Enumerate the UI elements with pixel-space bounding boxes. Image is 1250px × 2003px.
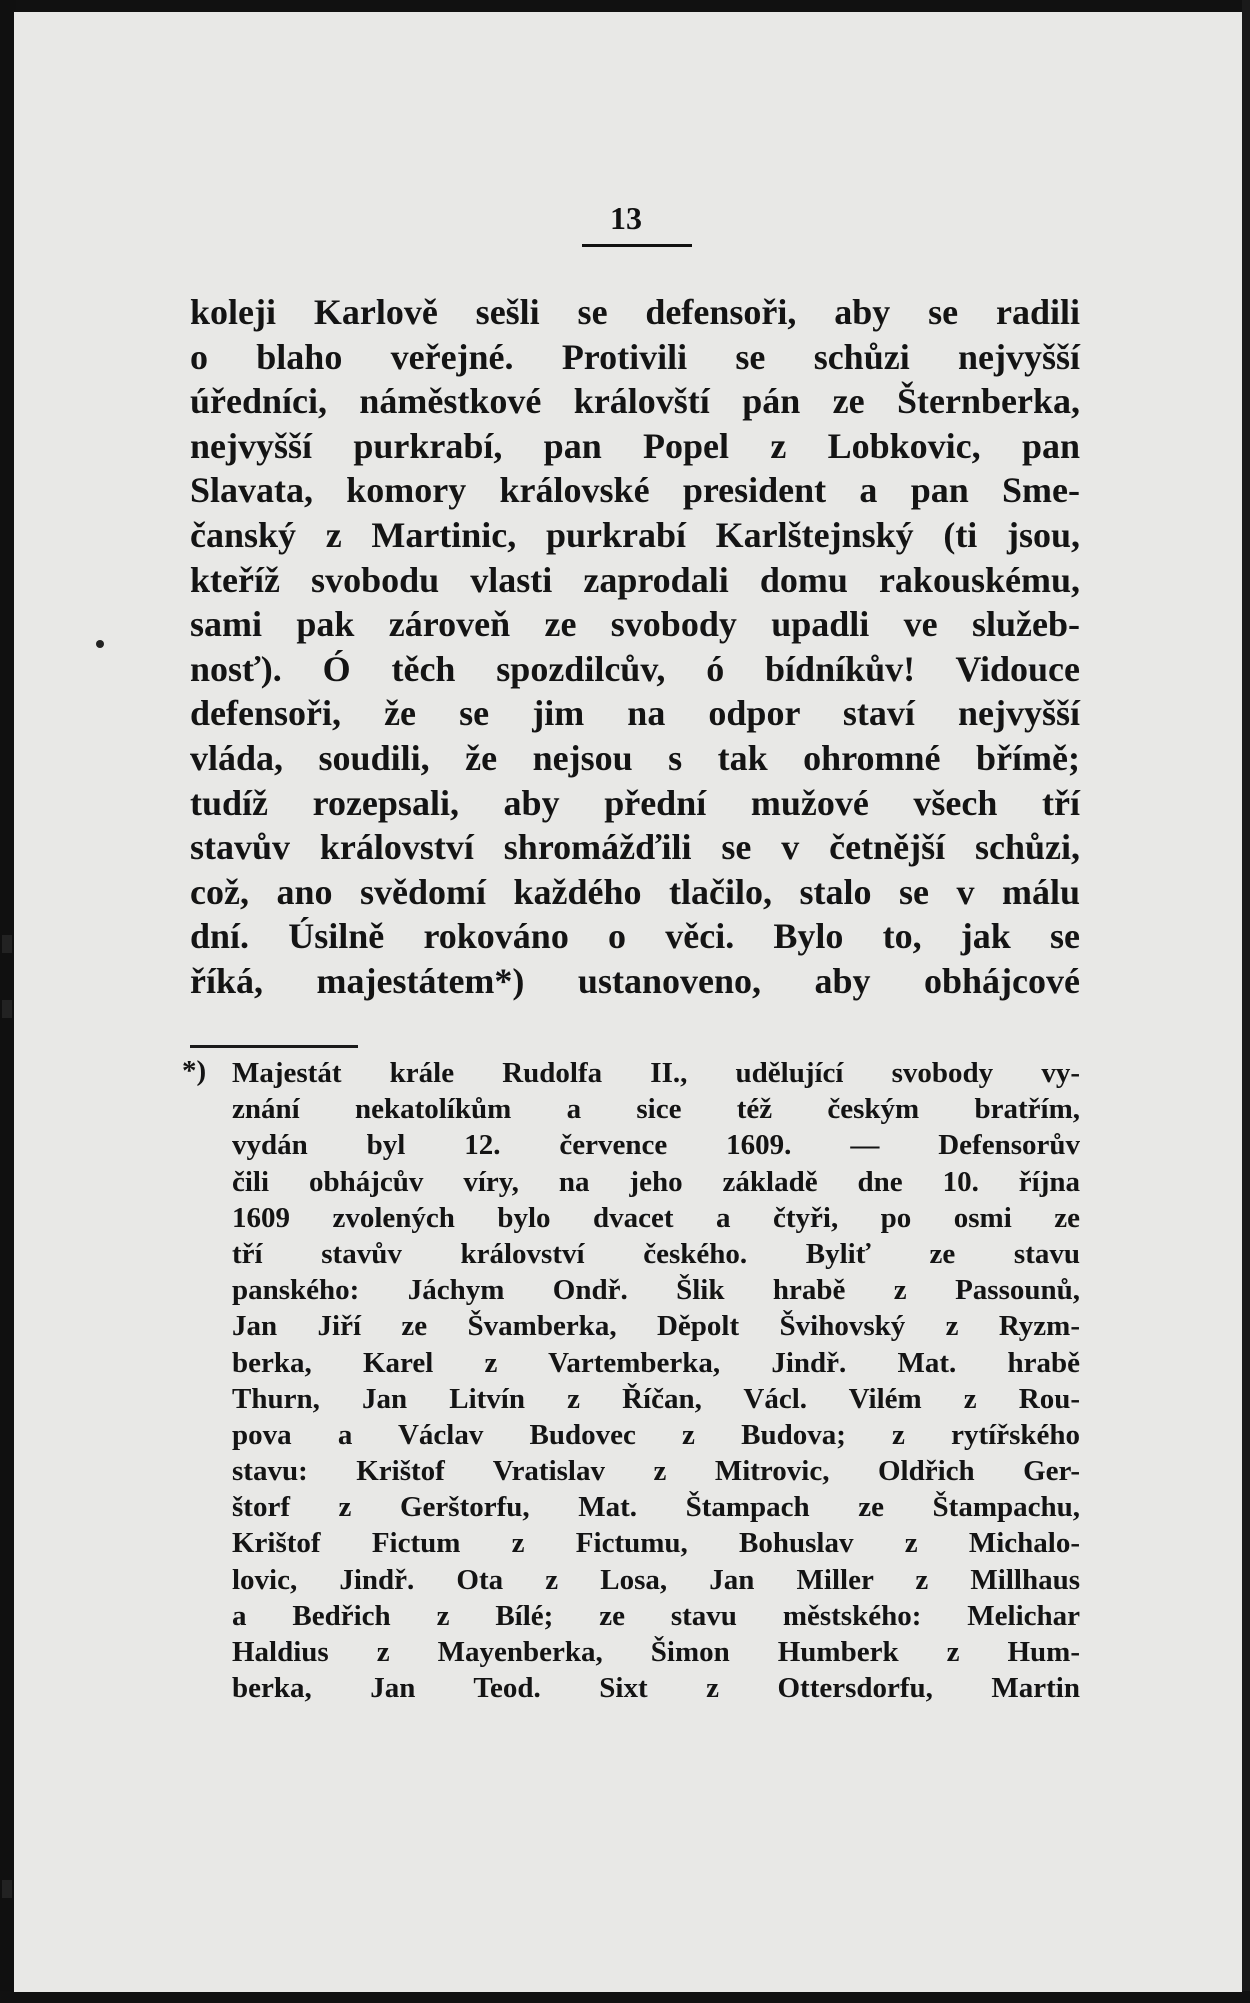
footnote-line: stavu: Krištof Vratislav z Mitrovic, Oldřich Ger- — [232, 1455, 1080, 1488]
margin-tick — [2, 935, 12, 953]
text-line: kteříž svobodu vlasti zaprodali domu rakouskému, — [190, 559, 1080, 600]
footnote-line: tří stavův království českého. Byliť ze stavu — [232, 1237, 1080, 1270]
footnote-line: 1609 zvolených bylo dvacet a čtyři, po osmi ze — [232, 1201, 1080, 1234]
footnote-separator — [190, 1045, 358, 1048]
footnote-line: znání nekatolíkům a sice též českým bratřím, — [232, 1093, 1080, 1126]
text-line: úředníci, náměstkové královští pán ze Šternberka, — [190, 381, 1080, 422]
page-number: 13 — [610, 200, 642, 236]
text-line: což, ano svědomí každého tlačilo, stalo se v málu — [190, 871, 1080, 912]
text-line: nosť). Ó těch spozdilcův, ó bídníkův! Vidouce — [190, 648, 1080, 689]
text-line: říká, majestátem*) ustanoveno, aby obhájcové — [190, 960, 1080, 1001]
footnote-line: čili obhájcův víry, na jeho základě dne 10. října — [232, 1165, 1080, 1198]
text-line: vláda, soudili, že nejsou s tak ohromné břímě; — [190, 737, 1080, 778]
footnote-line: vydán byl 12. července 1609. — Defensorův — [232, 1129, 1080, 1162]
margin-tick — [2, 1000, 12, 1018]
footnote-line: berka, Jan Teod. Sixt z Ottersdorfu, Martin — [232, 1672, 1080, 1705]
footnote-line: Haldius z Mayenberka, Šimon Humberk z Hum- — [232, 1636, 1080, 1668]
page-number-rule — [582, 244, 692, 247]
scan-bottom-edge — [0, 1991, 1250, 2003]
footnote-line: Majestát krále Rudolfa II., udělující svobody vy- — [232, 1057, 1080, 1089]
text-line: čanský z Martinic, purkrabí Karlštejnský (ti jsou, — [190, 514, 1080, 555]
text-line: sami pak zároveň ze svobody upadli ve služeb- — [190, 604, 1080, 645]
footnote-marker: *) — [182, 1055, 207, 1087]
text-line: o blaho veřejné. Protivili se schůzi nejvyšší — [190, 336, 1080, 377]
footnote-line: štorf z Gerštorfu, Mat. Štampach ze Štampachu, — [232, 1491, 1080, 1524]
footnote-line: panského: Jáchym Ondř. Šlik hrabě z Passounů, — [232, 1274, 1080, 1307]
main-text — [190, 290, 1080, 1004]
margin-tick — [2, 1880, 12, 1898]
margin-speck — [96, 640, 104, 648]
footnote-line: a Bedřich z Bílé; ze stavu městského: Melichar — [232, 1599, 1080, 1632]
text-line: defensoři, že se jim na odpor staví nejvyšší — [190, 693, 1080, 734]
footnote — [182, 1055, 1080, 1706]
text-line: dní. Úsilně rokováno o věci. Bylo to, jak se — [190, 916, 1080, 957]
footnote-line: berka, Karel z Vartemberka, Jindř. Mat. hrabě — [232, 1346, 1080, 1379]
text-line: stavův království shromážďili se v četnější schůzi, — [190, 827, 1080, 868]
footnote-line: lovic, Jindř. Ota z Losa, Jan Miller z Millhaus — [232, 1563, 1080, 1596]
text-line: nejvyšší purkrabí, pan Popel z Lobkovic, pan — [190, 425, 1080, 466]
footnote-line: pova a Václav Budovec z Budova; z rytířského — [232, 1418, 1080, 1451]
footnote-line: Jan Jiří ze Švamberka, Děpolt Švihovský z Ryzm- — [232, 1310, 1080, 1343]
footnote-line: Thurn, Jan Litvín z Říčan, Václ. Vilém z Rou- — [232, 1382, 1080, 1415]
text-line: Slavata, komory královské president a pan Sme- — [190, 470, 1080, 511]
footnote-line: Krištof Fictum z Fictumu, Bohuslav z Michalo- — [232, 1527, 1080, 1560]
scan-right-edge — [1242, 0, 1250, 2003]
text-line: koleji Karlově sešli se defensoři, aby se radili — [190, 292, 1080, 332]
text-line: tudíž rozepsali, aby přední mužové všech tří — [190, 782, 1080, 823]
